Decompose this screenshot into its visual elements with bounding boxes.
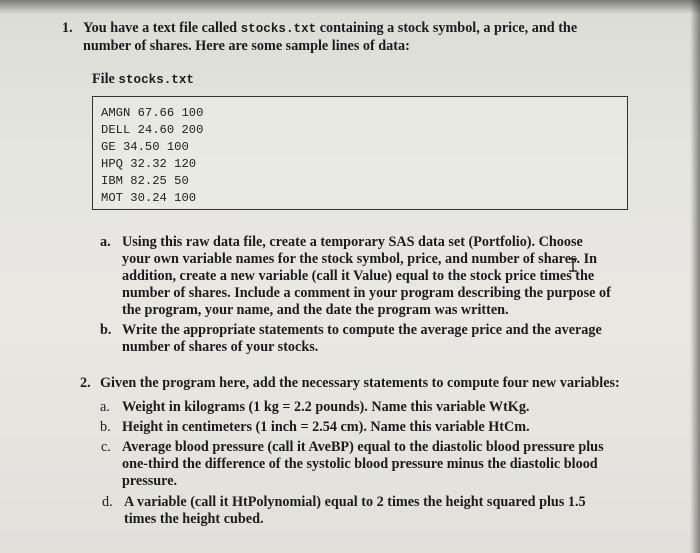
q1a-line: the program, your name, and the date the program was written. — [122, 302, 509, 318]
q2d-line: A variable (call it HtPolynomial) equal to 2 times the height squared plus 1.5 — [124, 494, 586, 510]
q2b-label: b. — [100, 419, 111, 435]
q2c-line: Average blood pressure (call it AveBP) equal to the diastolic blood pressure plus — [122, 439, 604, 455]
q1-line1-pre: You have a text file called — [83, 20, 241, 36]
file-label — [92, 71, 194, 89]
q2a-label: a. — [100, 399, 110, 415]
q1-line1-post: containing a stock symbol, a price, and the — [316, 20, 578, 36]
data-line: GE 34.50 100 — [101, 140, 189, 154]
data-line: HPQ 32.32 120 — [101, 157, 197, 171]
q1-line2: number of shares. Here are some sample lines of data: — [83, 38, 410, 54]
q2d-line: times the height cubed. — [124, 511, 264, 527]
right-shadow — [690, 0, 700, 553]
data-line: DELL 24.60 200 — [101, 123, 204, 137]
q2c-label: c. — [101, 439, 111, 455]
q1b-line: number of shares of your stocks. — [122, 339, 319, 355]
q2a-text: Weight in kilograms (1 kg = 2.2 pounds). Name this variable WtKg. — [122, 399, 530, 415]
q1-line1 — [83, 20, 577, 38]
q2b-text: Height in centimeters (1 inch = 2.54 cm). Name this variable HtCm. — [122, 419, 530, 435]
text-cursor-icon — [567, 258, 579, 272]
q1a-line: Using this raw data file, create a temporary SAS data set (Portfolio). Choose — [122, 234, 583, 250]
q2c-line: one-third the difference of the systolic blood pressure minus the diastolic blood — [122, 456, 598, 472]
q1-filename: stocks.txt — [240, 22, 317, 36]
q2d-label: d. — [102, 494, 113, 510]
q2c-line: pressure. — [122, 473, 178, 489]
top-shadow — [0, 0, 700, 14]
data-line: AMGN 67.66 100 — [101, 106, 204, 120]
file-label-pre: File — [92, 71, 119, 87]
q1a-label: a. — [100, 234, 111, 250]
q1a-line: your own variable names for the stock symbol, price, and number of shares. In — [122, 251, 598, 267]
q1b-label: b. — [100, 322, 112, 338]
data-line: MOT 30.24 100 — [101, 191, 197, 205]
q2-number: 2. — [80, 375, 91, 391]
file-label-name: stocks.txt — [118, 73, 194, 87]
q1a-line: addition, create a new variable (call it Value) equal to the stock price times the — [122, 268, 595, 284]
q2-intro: Given the program here, add the necessary statements to compute four new variables: — [100, 375, 620, 391]
q1b-line: Write the appropriate statements to compute the average price and the average — [122, 322, 602, 338]
data-line: IBM 82.25 50 — [101, 174, 189, 188]
q1a-line: number of shares. Include a comment in your program describing the purpose of — [122, 285, 611, 301]
q1-number: 1. — [62, 20, 73, 36]
